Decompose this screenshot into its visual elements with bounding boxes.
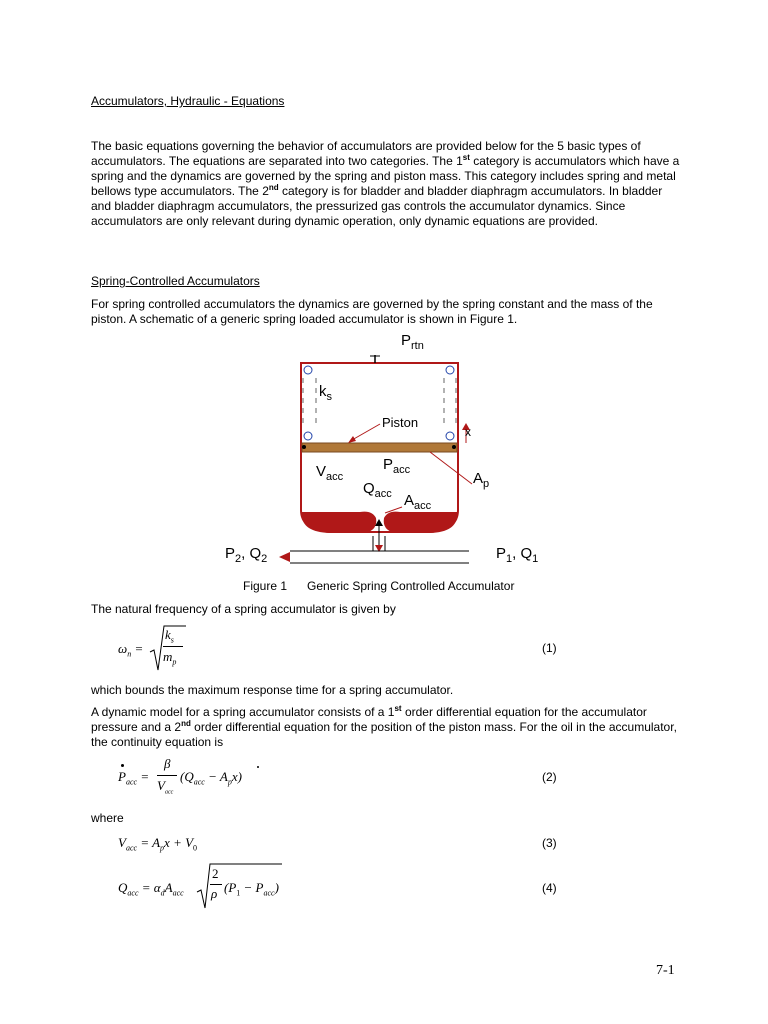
ap-leader	[430, 452, 472, 484]
eq2-number: (2)	[542, 770, 557, 784]
figure-caption-text: Generic Spring Controlled Accumulator	[307, 579, 515, 593]
bottom-plug-right	[384, 512, 457, 533]
natural-frequency-text: The natural frequency of a spring accumulator is given by	[91, 602, 396, 616]
eq2-numerator: β	[164, 756, 171, 771]
piston	[302, 443, 457, 452]
piston-leader	[352, 424, 380, 440]
where-text: where	[91, 811, 124, 825]
figure-caption-number: Figure 1	[243, 579, 288, 593]
spring-left	[303, 378, 316, 428]
eq3-expression: $V_{acc} = A_px + V_0$	[118, 835, 198, 853]
eq4-denominator: ρ	[211, 886, 218, 901]
eq1-denominator: $m_p$	[163, 649, 177, 667]
eq4-parenthetical: $(P_1 - P_{acc})$	[224, 880, 279, 898]
eq4-fraction-bar	[210, 884, 222, 885]
page-number: 7-1	[656, 963, 675, 978]
spring-mount-bl	[304, 432, 312, 440]
page-title: Accumulators, Hydraulic - Equations	[91, 94, 285, 108]
bounds-text: which bounds the maximum response time for a spring accumulator.	[91, 683, 454, 697]
model-paragraph	[91, 705, 681, 750]
eq1-number: (1)	[542, 641, 557, 655]
label-vacc: $V_{acc}$	[316, 463, 344, 483]
eq4-numerator: 2	[212, 866, 219, 881]
label-prtn: $P_{rtn}$	[401, 332, 424, 352]
label-x: x	[465, 425, 471, 439]
label-pacc: $P_{acc}$	[383, 456, 411, 476]
spring-right	[444, 378, 456, 428]
model-sup-2: nd	[181, 719, 191, 728]
spring-mount-br	[446, 432, 454, 440]
model-sup-1: st	[394, 704, 402, 713]
eq3-number: (3)	[542, 836, 557, 850]
model-text-3: order differential equation for the position of the piston mass. For the oil in the accumulator, the continuity equation is	[91, 720, 677, 749]
eq2-fraction-bar	[157, 775, 177, 776]
eq4-number: (4)	[542, 881, 557, 895]
label-aacc: $A_{acc}$	[404, 492, 432, 512]
eq1-lhs: $\omega_n$ =	[118, 641, 144, 659]
bottom-plug-left	[302, 512, 376, 533]
arrow-left	[279, 552, 290, 562]
eq1-fraction-bar	[163, 646, 183, 647]
model-text-1: A dynamic model for a spring accumulator consists of a 1	[91, 705, 395, 719]
eq2-lhs: $P_{acc}$ =	[118, 769, 150, 787]
eq2-xdot	[257, 766, 259, 768]
label-ks: $k_s$	[319, 383, 332, 403]
eq2-dot	[121, 764, 124, 767]
spring-mount-tl	[304, 366, 312, 374]
model-text-2: order differential equation for the accumulator pressure and a 2	[91, 705, 647, 734]
label-p2q2: $P_2$, $Q_2$	[225, 545, 268, 565]
intro-sup-2: nd	[268, 183, 279, 192]
section-heading: Spring-Controlled Accumulators	[91, 274, 260, 288]
intro-text-2: category is accumulators which have a spring and the dynamics are governed by the spring and piston mass. This category includes spring and metal bellows type accumulators. The 2	[91, 154, 680, 198]
section-paragraph: For spring controlled accumulators the dynamics are governed by the spring constant and the mass of the piston. A schematic of a generic spring loaded accumulator is shown in Figure 1.	[91, 297, 653, 326]
spring-mount-tr	[446, 366, 454, 374]
eq2-denominator: $V_{acc}$	[157, 778, 174, 796]
label-qacc: $Q_{acc}$	[363, 480, 392, 500]
eq2-rhs: $(Q_{acc} - A_px)$	[180, 769, 242, 787]
label-p1q1: $P_1$, $Q_1$	[496, 545, 539, 565]
eq1-numerator: $k_s$	[165, 627, 174, 645]
intro-sup-1: st	[462, 153, 470, 162]
label-piston: Piston	[382, 415, 419, 430]
intro-text-1: The basic equations governing the behavior of accumulators are provided below for the 5 basic types of accumulators. The equations are separated into two categories. The 1	[91, 139, 641, 168]
intro-text-3: category is for bladder and bladder diaphragm accumulators. In bladder and bladder diaphragm accumulators, the pressurized gas controls the accumulator dynamics. Since accumulators are only relevant during dynamic operation, only dynamic equations are provided.	[91, 184, 663, 228]
eq4-lhs: $Q_{acc} = \alpha_dA_{acc}$	[118, 880, 184, 898]
label-ap: $A_p$	[473, 470, 490, 490]
